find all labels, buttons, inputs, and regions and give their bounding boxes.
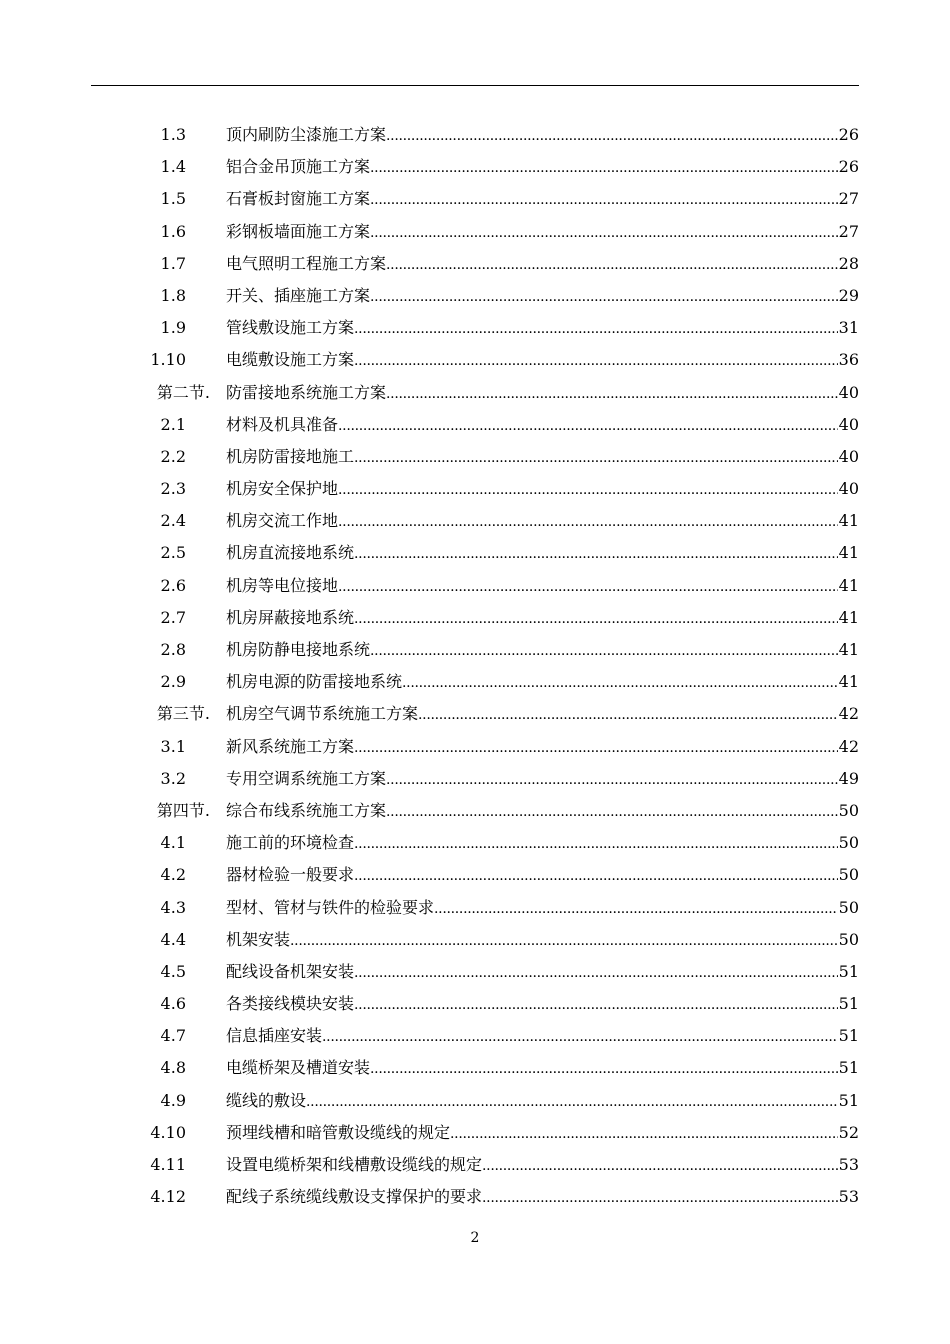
toc-entry-line	[226, 125, 859, 146]
toc-dot-leader	[338, 577, 838, 597]
toc-entry-title[interactable]: 防雷接地系统施工方案	[226, 382, 387, 402]
toc-entry-title[interactable]: 配线设备机架安装	[226, 961, 355, 981]
toc-dot-leader	[290, 931, 838, 951]
toc-entry-line	[226, 833, 859, 854]
header-rule	[91, 85, 859, 86]
toc-entry[interactable]	[0, 1085, 950, 1117]
toc-entry[interactable]	[0, 1181, 950, 1213]
toc-entry-number: 2.7	[160, 607, 186, 627]
toc-entry-page: 50	[838, 800, 859, 820]
toc-entry[interactable]	[0, 1117, 950, 1149]
toc-entry-title[interactable]: 型材、管材与铁件的检验要求	[226, 897, 435, 917]
toc-entry-title[interactable]: 开关、插座施工方案	[226, 285, 371, 305]
toc-entry-number: 第二节.	[156, 382, 210, 402]
toc-entry-line	[226, 350, 859, 371]
toc-entry-number: 3.2	[160, 768, 186, 788]
toc-dot-leader	[338, 480, 838, 500]
toc-entry-page: 41	[838, 511, 859, 531]
toc-entry-page: 50	[838, 929, 859, 949]
toc-entry-line	[226, 415, 859, 436]
toc-entry-line	[226, 1123, 859, 1144]
toc-entry-number: 1.7	[160, 253, 186, 273]
toc-entry-line	[226, 994, 859, 1015]
toc-entry-number: 第三节.	[156, 704, 210, 724]
table-of-contents	[0, 119, 950, 1213]
toc-dot-leader	[482, 1188, 838, 1208]
toc-dot-leader	[370, 223, 838, 243]
toc-entry-line	[226, 640, 859, 661]
toc-entry-title[interactable]: 机房防雷接地施工	[226, 446, 355, 466]
toc-dot-leader	[370, 1059, 838, 1079]
toc-entry-line	[226, 801, 859, 822]
toc-entry-page: 51	[838, 1090, 859, 1110]
toc-entry-page: 29	[838, 285, 859, 305]
toc-entry[interactable]	[0, 280, 950, 312]
toc-entry-page: 27	[838, 221, 859, 241]
toc-entry-number: 1.10	[150, 350, 186, 370]
toc-entry-number: 2.3	[160, 479, 186, 499]
toc-entry-line	[226, 447, 859, 468]
toc-entry-line	[226, 479, 859, 500]
toc-entry[interactable]	[0, 505, 950, 537]
toc-entry-title[interactable]: 机房防静电接地系统	[226, 640, 371, 659]
toc-entry-page: 51	[838, 961, 859, 981]
toc-entry-page: 26	[838, 125, 859, 144]
toc-entry-title[interactable]: 配线子系统缆线敷设支撑保护的要求	[226, 1187, 483, 1207]
toc-entry-number: 4.2	[160, 865, 186, 885]
toc-entry-number: 4.7	[160, 1026, 186, 1046]
toc-entry-page: 53	[838, 1187, 859, 1207]
toc-entry-line	[226, 383, 859, 404]
toc-entry[interactable]	[0, 859, 950, 891]
toc-entry-page: 40	[838, 382, 859, 402]
toc-dot-leader	[354, 866, 838, 886]
toc-entry-page: 51	[838, 994, 859, 1014]
toc-entry-page: 42	[838, 736, 859, 756]
toc-entry-number: 1.4	[160, 157, 186, 177]
toc-entry-title[interactable]: 机房电源的防雷接地系统	[226, 672, 403, 692]
toc-entry[interactable]	[0, 763, 950, 795]
toc-entry-number: 2.8	[160, 640, 186, 659]
toc-dot-leader	[354, 738, 838, 758]
toc-entry-page: 31	[838, 318, 859, 338]
toc-entry-page: 41	[838, 543, 859, 563]
toc-entry-page: 50	[838, 833, 859, 853]
toc-entry[interactable]	[0, 151, 950, 183]
toc-entry-title[interactable]: 机架安装	[226, 929, 291, 949]
toc-entry-number: 4.10	[150, 1122, 186, 1142]
toc-dot-leader	[354, 448, 838, 468]
toc-entry-line	[226, 672, 859, 693]
toc-entry[interactable]	[0, 666, 950, 698]
toc-entry-page: 40	[838, 479, 859, 499]
toc-dot-leader	[482, 1156, 838, 1176]
toc-entry[interactable]	[0, 377, 950, 409]
toc-dot-leader	[306, 1092, 838, 1112]
toc-entry-page: 41	[838, 672, 859, 692]
toc-entry-page: 50	[838, 865, 859, 885]
toc-entry[interactable]	[0, 473, 950, 505]
toc-entry-title[interactable]: 综合布线系统施工方案	[226, 800, 387, 820]
toc-entry-line	[226, 318, 859, 339]
toc-entry-title[interactable]: 顶内刷防尘漆施工方案	[226, 125, 387, 144]
toc-entry[interactable]	[0, 602, 950, 634]
toc-dot-leader	[354, 834, 838, 854]
toc-entry-line	[226, 898, 859, 919]
toc-dot-leader	[354, 995, 838, 1015]
toc-entry-line	[226, 1187, 859, 1208]
toc-entry-number: 3.1	[160, 736, 186, 756]
toc-entry-title[interactable]: 石膏板封窗施工方案	[226, 189, 371, 209]
toc-dot-leader	[354, 319, 838, 339]
toc-dot-leader	[338, 512, 838, 532]
toc-entry-title[interactable]: 专用空调系统施工方案	[226, 768, 387, 788]
toc-entry-line	[226, 286, 859, 307]
toc-entry-number: 4.1	[160, 833, 186, 853]
toc-entry-title[interactable]: 缆线的敷设	[226, 1090, 307, 1110]
toc-dot-leader	[386, 126, 838, 146]
toc-entry-line	[226, 543, 859, 564]
page-number: 2	[470, 1230, 480, 1246]
toc-entry-number: 1.3	[160, 125, 186, 144]
toc-entry-line	[226, 511, 859, 532]
toc-entry-number: 4.8	[160, 1058, 186, 1078]
toc-entry-title[interactable]: 施工前的环境检查	[226, 833, 355, 853]
toc-entry[interactable]	[0, 827, 950, 859]
toc-entry-title[interactable]: 机房直流接地系统	[226, 543, 355, 563]
toc-entry[interactable]	[0, 795, 950, 827]
toc-entry-number: 1.9	[160, 318, 186, 338]
toc-entry[interactable]	[0, 1052, 950, 1084]
toc-entry-page: 51	[838, 1058, 859, 1078]
toc-entry-title[interactable]: 材料及机具准备	[226, 414, 339, 434]
toc-dot-leader	[402, 673, 838, 693]
toc-entry-number: 1.6	[160, 221, 186, 241]
toc-entry[interactable]	[0, 956, 950, 988]
toc-dot-leader	[370, 641, 838, 661]
toc-entry[interactable]	[0, 344, 950, 376]
toc-dot-leader	[434, 899, 838, 919]
toc-entry-number: 2.9	[160, 672, 186, 692]
toc-entry-page: 50	[838, 897, 859, 917]
toc-entry-number: 1.8	[160, 285, 186, 305]
toc-entry-page: 49	[838, 768, 859, 788]
toc-entry-line	[226, 737, 859, 758]
toc-entry[interactable]	[0, 1149, 950, 1181]
toc-dot-leader	[386, 770, 838, 790]
toc-entry[interactable]	[0, 1020, 950, 1052]
toc-entry-line	[226, 962, 859, 983]
toc-entry-line	[226, 930, 859, 951]
toc-dot-leader	[450, 1124, 838, 1144]
toc-entry[interactable]	[0, 698, 950, 730]
toc-entry-number: 1.5	[160, 189, 186, 209]
toc-entry-line	[226, 157, 859, 178]
toc-entry-title[interactable]: 机房空气调节系统施工方案	[226, 704, 419, 724]
toc-entry[interactable]	[0, 537, 950, 569]
toc-dot-leader	[370, 158, 838, 178]
toc-entry-number: 2.6	[160, 575, 186, 595]
toc-dot-leader	[322, 1027, 838, 1047]
toc-entry[interactable]	[0, 924, 950, 956]
toc-dot-leader	[386, 384, 838, 404]
toc-entry-line	[226, 189, 859, 210]
toc-entry-number: 4.6	[160, 994, 186, 1014]
toc-entry-line	[226, 254, 859, 275]
toc-entry-title[interactable]: 机房安全保护地	[226, 479, 339, 499]
toc-dot-leader	[386, 255, 838, 275]
toc-entry-line	[226, 769, 859, 790]
toc-entry[interactable]	[0, 119, 950, 151]
toc-entry-number: 2.4	[160, 511, 186, 531]
toc-entry-page: 40	[838, 446, 859, 466]
toc-entry-number: 4.3	[160, 897, 186, 917]
toc-entry-page: 26	[838, 157, 859, 177]
toc-entry-page: 40	[838, 414, 859, 434]
toc-entry-page: 51	[838, 1026, 859, 1046]
toc-entry-page: 41	[838, 607, 859, 627]
toc-entry-page: 41	[838, 575, 859, 595]
toc-entry[interactable]	[0, 570, 950, 602]
toc-dot-leader	[370, 190, 838, 210]
toc-entry-title[interactable]: 电缆桥架及槽道安装	[226, 1058, 371, 1078]
toc-entry[interactable]	[0, 441, 950, 473]
toc-entry-title[interactable]: 信息插座安装	[226, 1026, 323, 1046]
toc-entry-page: 52	[838, 1122, 859, 1142]
toc-entry-line	[226, 1091, 859, 1112]
toc-entry-number: 4.4	[160, 929, 186, 949]
toc-entry[interactable]	[0, 634, 950, 666]
toc-entry-number: 4.5	[160, 961, 186, 981]
toc-entry-line	[226, 576, 859, 597]
toc-entry[interactable]	[0, 892, 950, 924]
toc-entry-line	[226, 1155, 859, 1176]
toc-entry-title[interactable]: 电气照明工程施工方案	[226, 253, 387, 273]
toc-entry-title[interactable]: 铝合金吊顶施工方案	[226, 157, 371, 177]
toc-dot-leader	[370, 287, 838, 307]
toc-entry-title[interactable]: 机房等电位接地	[226, 575, 339, 595]
toc-entry-title[interactable]: 彩钢板墙面施工方案	[226, 221, 371, 241]
toc-entry-title[interactable]: 预埋线槽和暗管敷设缆线的规定	[226, 1122, 451, 1142]
toc-entry-number: 2.1	[160, 414, 186, 434]
toc-entry[interactable]	[0, 312, 950, 344]
toc-entry-number: 2.2	[160, 446, 186, 466]
toc-entry-page: 42	[838, 704, 859, 724]
toc-entry-number: 4.9	[160, 1090, 186, 1110]
toc-entry-title[interactable]: 机房屏蔽接地系统	[226, 607, 355, 627]
toc-dot-leader	[386, 802, 838, 822]
toc-entry[interactable]	[0, 731, 950, 763]
toc-entry-page: 27	[838, 189, 859, 209]
toc-dot-leader	[338, 416, 838, 436]
toc-entry-line	[226, 704, 859, 725]
toc-entry-title[interactable]: 管线敷设施工方案	[226, 318, 355, 338]
toc-dot-leader	[354, 963, 838, 983]
toc-entry-page: 28	[838, 253, 859, 273]
toc-entry-number: 4.12	[150, 1187, 186, 1207]
toc-dot-leader	[354, 544, 838, 564]
toc-entry-line	[226, 865, 859, 886]
toc-entry-line	[226, 608, 859, 629]
toc-entry-page: 41	[838, 640, 859, 659]
toc-entry[interactable]	[0, 988, 950, 1020]
toc-entry-number: 2.5	[160, 543, 186, 563]
toc-entry[interactable]	[0, 216, 950, 248]
toc-entry[interactable]	[0, 183, 950, 215]
toc-entry-line	[226, 222, 859, 243]
toc-dot-leader	[354, 351, 838, 371]
toc-dot-leader	[418, 705, 838, 725]
toc-entry-number: 4.11	[150, 1155, 186, 1174]
toc-entry-page: 53	[838, 1155, 859, 1174]
toc-entry-line	[226, 1058, 859, 1079]
toc-entry-title[interactable]: 新风系统施工方案	[226, 736, 355, 756]
toc-entry[interactable]	[0, 248, 950, 280]
toc-entry-page: 36	[838, 350, 859, 370]
toc-entry-title[interactable]: 机房交流工作地	[226, 511, 339, 531]
toc-entry-title[interactable]: 电缆敷设施工方案	[226, 350, 355, 370]
toc-entry[interactable]	[0, 409, 950, 441]
toc-entry-title[interactable]: 器材检验一般要求	[226, 865, 355, 885]
toc-entry-title[interactable]: 各类接线模块安装	[226, 994, 355, 1014]
toc-dot-leader	[354, 609, 838, 629]
toc-entry-title[interactable]: 设置电缆桥架和线槽敷设缆线的规定	[226, 1155, 483, 1174]
toc-entry-number: 第四节.	[156, 800, 210, 820]
toc-entry-line	[226, 1026, 859, 1047]
